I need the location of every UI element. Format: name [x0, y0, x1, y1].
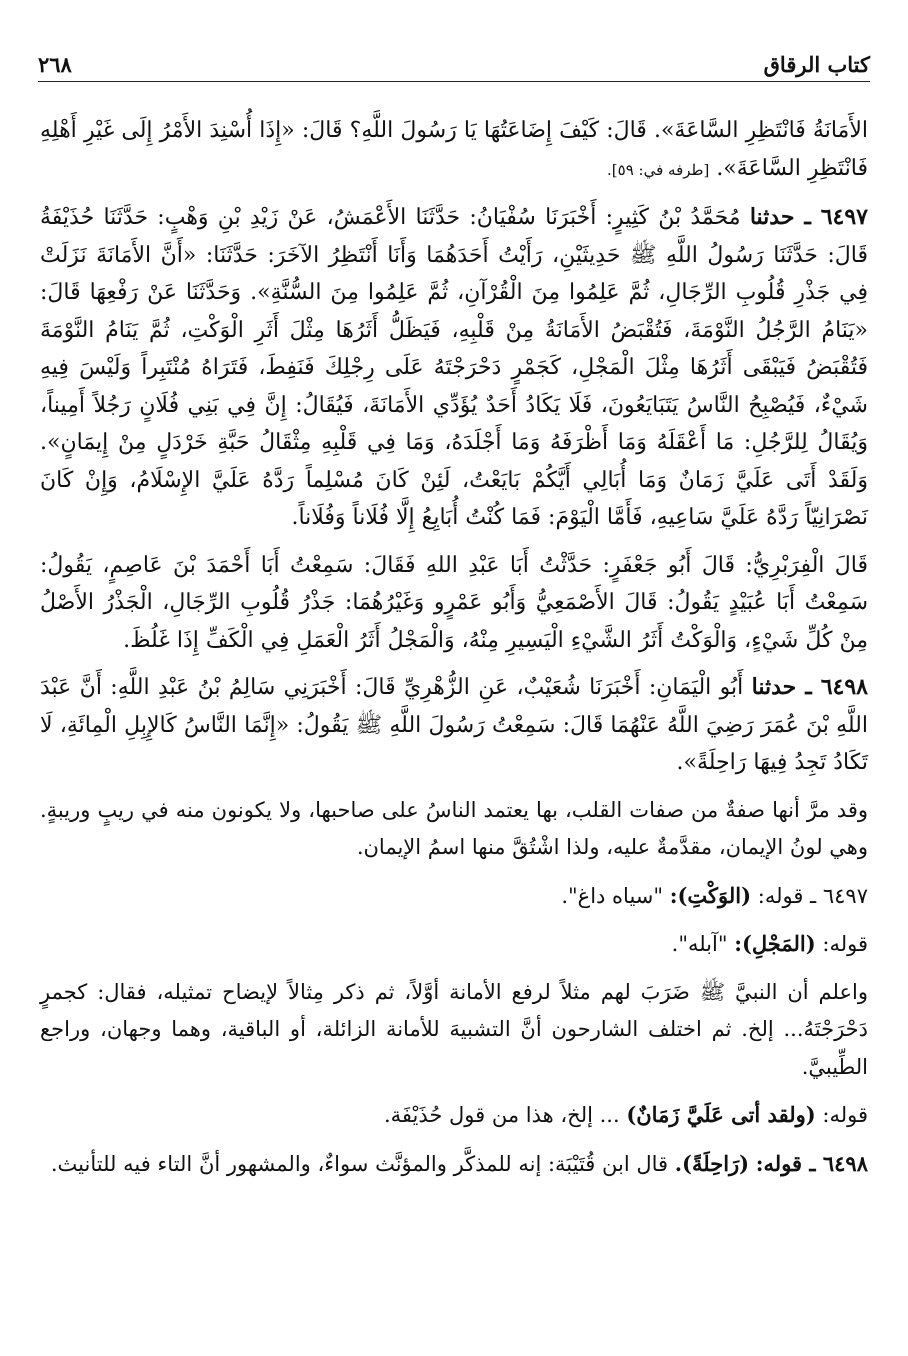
- commentary-term: (رَاحِلَةً).: [674, 1150, 750, 1176]
- commentary-prefix: قوله:: [822, 932, 868, 956]
- commentary-paragraph: [40, 1145, 868, 1184]
- hadith-text: أَبُو الْيَمَانِ: أَخْبَرَنَا شُعَيْبٌ، عَنِ الزُّهْرِيِّ قَالَ: أَخْبَرَنِي سَالِمُ بْنُ عَبْدِ اللَّهِ: أَنَّ عَبْدَ اللَّهِ بْنَ عُمَرَ رَضِيَ اللَّهُ عَنْهُمَا قَالَ: سَمِعْتُ رَسُولَ اللَّهِ ﷺ يَقُولُ: «إِنَّمَا النَّاسُ كَالإِبِلِ الْمِائَةِ، لَا تَكَادُ تَجِدُ فِيهَا رَاحِلَةً».: [40, 675, 868, 775]
- paragraph-text: الأَمَانَةُ فَانْتَظِرِ السَّاعَةَ». قَالَ: كَيْفَ إِضَاعَتُهَا يَا رَسُولَ اللَّهِ؟ قَالَ: «إِذَا أُسْنِدَ الأَمْرُ إِلَى غَيْرِ أَهْلِهِ فَانْتَظِرِ السَّاعَةَ».: [40, 118, 868, 181]
- hadith-number-heading: ٦٤٩٧ ـ حدثنا: [749, 204, 868, 230]
- commentary-prefix: ٦٤٩٧ ـ قوله:: [757, 883, 868, 908]
- commentary-paragraph: [40, 792, 868, 867]
- paragraph-text: "سياه داغ".: [561, 883, 664, 908]
- paragraph-text: قال ابن قُتَيْبَة: إنه للمذكَّر والمؤنَّث سواءٌ، والمشهور أنَّ التاء فيه للتأنيث.: [50, 1151, 669, 1176]
- commentary-prefix: قوله:: [822, 1103, 868, 1127]
- commentary-paragraph: [40, 974, 868, 1087]
- commentary-paragraph: [40, 1096, 868, 1135]
- paragraph-text: "آبله".: [671, 932, 728, 956]
- firabri-note: [40, 547, 868, 660]
- commentary-term: (ولقد أتى عَلَيَّ زَمَانٌ): [626, 1102, 816, 1127]
- paragraph-text: قَالَ الْفِرَبْرِيُّ: قَالَ أَبُو جَعْفَرٍ: حَدَّثْتُ أَبَا عَبْدِ اللهِ فَقَالَ: سَمِعْتُ أَبَا أَحْمَدَ بْنَ عَاصِمٍ، يَقُولُ: سَمِعْتُ أَبَا عُبَيْدٍ يَقُولُ: قَالَ الأَصْمَعِيُّ وَأَبُو عَمْرٍو وَغَيْرُهُمَا: جَذْرُ قُلُوبِ الرِّجَالِ، الْجَذْرُ الأَصْلُ مِنْ كُلِّ شَيْءٍ، وَالْوَكْتُ أَثَرُ الشَّيْءِ الْيَسِيرِ مِنْهُ، وَالْمَجْلُ أَثَرُ الْعَمَلِ فِي الْكَفِّ إِذَا غَلُظَ.: [40, 552, 868, 653]
- book-title: كتاب الرقاق: [763, 52, 870, 77]
- hadith-6497: [40, 199, 868, 537]
- commentary-term: (المَجْلِ):: [734, 931, 816, 956]
- cross-reference: [طرفه في: ٥٩].: [607, 160, 710, 179]
- page-content: [40, 112, 868, 1183]
- paragraph-text: ... إلخ، هذا من قول حُذَيْفَة.: [383, 1103, 620, 1127]
- commentary-paragraph: [40, 877, 868, 916]
- hadith-6498: [40, 669, 868, 782]
- paragraph-text: واعلم أن النبيَّ ﷺ ضَرَبَ لهم مثلاً لرفع الأمانة أوَّلاً، ثم ذكر مِثالاً لإيضاح تمثيله، فقال: كجمرٍ دَحْرَجْتَهُ... إلخ. ثم اختلف الشارحون أنَّ التشبيهَ للأمانة الزائلة، أو الباقية، وهما وجهان، وراجع الطِّيبيَّ.: [40, 979, 868, 1079]
- hadith-ending-paragraph: [40, 112, 868, 189]
- paragraph-text: وقد مرَّ أنها صفةٌ من صفات القلب، بها يعتمد الناسُ على صاحبها، ولا يكونون منه في ريبٍ وريبةٍ. وهي لونُ الإيمان، مقدَّمةٌ عليه، ولذا اشْتُقَّ منها اسمُ الإيمان.: [40, 797, 868, 859]
- commentary-section: [40, 792, 868, 1184]
- commentary-paragraph: [40, 925, 868, 964]
- page-header: [38, 52, 870, 82]
- hadith-text: مُحَمَّدُ بْنُ كَثِيرٍ: أَخْبَرَنَا سُفْيَانُ: حَدَّثَنَا الأَعْمَشُ، عَنْ زَيْدِ بْنِ وَهْبٍ: حَدَّثَنَا حُذَيْفَةُ قَالَ: حَدَّثَنَا رَسُولُ اللَّهِ ﷺ حَدِيثَيْنِ، رَأَيْتُ أَحَدَهُمَا وَأَنَا أَنْتَظِرُ الآخَرَ: حَدَّثَنَا: «أَنَّ الأَمَانَةَ نَزَلَتْ فِي جَذْرِ قُلُوبِ الرِّجَالِ، ثُمَّ عَلِمُوا مِنَ الْقُرْآنِ، ثُمَّ عَلِمُوا مِنَ السُّنَّةِ». وَحَدَّثَنَا عَنْ رَفْعِهَا قَالَ: «يَنَامُ الرَّجُلُ النَّوْمَةَ، فَتُقْبَضُ الأَمَانَةُ مِنْ قَلْبِهِ، فَيَظَلُّ أَثَرُهَا مِثْلَ أَثَرِ الْوَكْتِ، ثُمَّ يَنَامُ النَّوْمَةَ فَتُقْبَضُ فَيَبْقَى أَثَرُهَا مِثْلَ الْمَجْلِ، كَجَمْرٍ دَحْرَجْتَهُ عَلَى رِجْلِكَ فَنَفِطَ، فَتَرَاهُ مُنْتَبِراً وَلَيْسَ فِيهِ شَيْءٌ، فَيُصْبِحُ النَّاسُ يَتَبَايَعُونَ، فَلَا يَكَادُ أَحَدٌ يُؤَدِّي الأَمَانَةَ، فَيُقَالُ: إِنَّ فِي بَنِي فُلَانٍ رَجُلاً أَمِيناً، وَيُقَالُ لِلرَّجُلِ: مَا أَعْقَلَهُ وَمَا أَظْرَفَهُ وَمَا أَجْلَدَهُ، وَمَا فِي قَلْبِهِ مِثْقَالُ حَبَّةِ خَرْدَلٍ مِنْ إِيمَانٍ». وَلَقَدْ أَتَى عَلَيَّ زَمَانٌ وَمَا أُبَالِي أَيَّكُمْ بَايَعْتُ، لَئِنْ كَانَ مُسْلِماً رَدَّهُ عَلَيَّ الإِسْلَامُ، وَإِنْ كَانَ نَصْرَانِيّاً رَدَّهُ عَلَيَّ سَاعِيهِ، فَأَمَّا الْيَوْمَ: فَمَا كُنْتُ أُبَايِعُ إِلَّا فُلَاناً وَفُلَاناً.: [40, 205, 868, 530]
- page-number: ٢٦٨: [38, 52, 72, 77]
- hadith-number-heading: ٦٤٩٨ ـ حدثنا: [751, 674, 868, 700]
- commentary-term: (الوَكْتِ):: [669, 882, 752, 908]
- commentary-prefix: ٦٤٩٨ ـ قوله:: [755, 1150, 868, 1176]
